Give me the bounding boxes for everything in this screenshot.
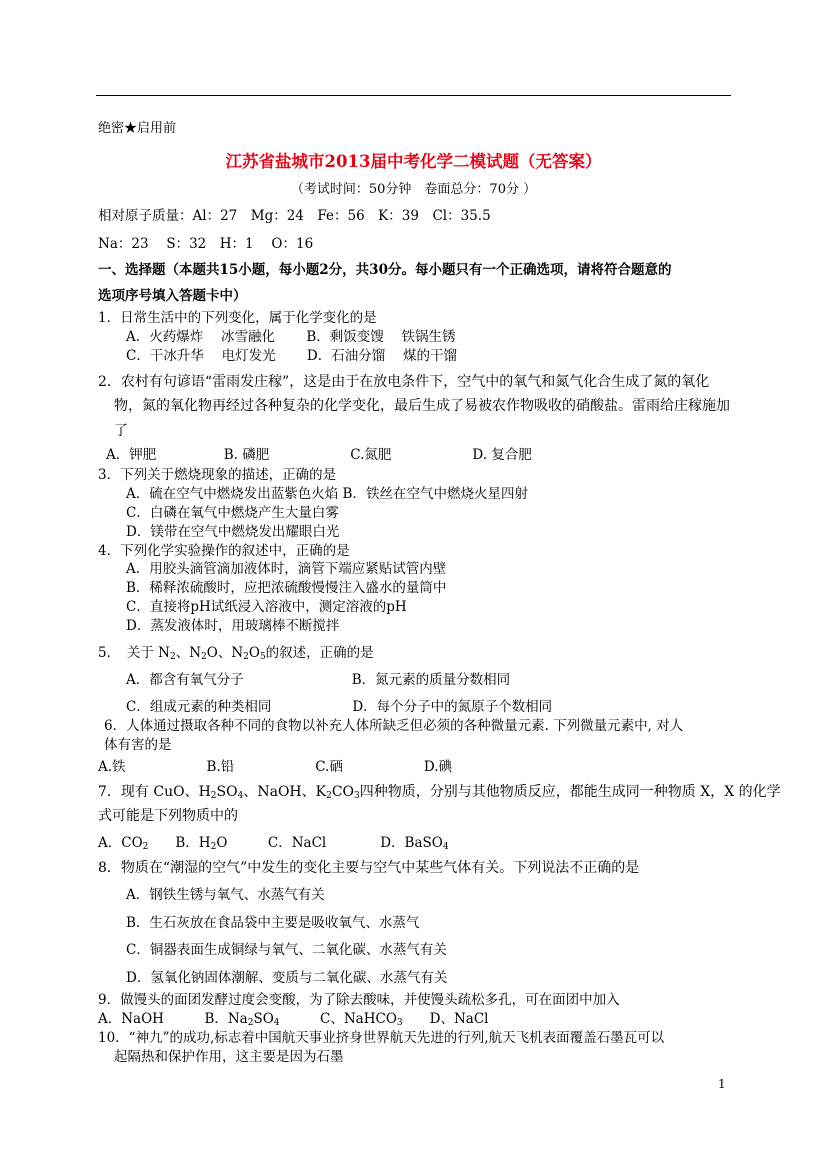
question-10-line-2: 起隔热和保护作用，这主要是因为石墨 (114, 1049, 344, 1065)
question-7-options: A．$CO_2$ B．$H_2O$ C．NaCl D．BaSO$_4$ (98, 835, 449, 852)
question-4-option-c: C．直接将pH试纸浸入溶液中，测定溶液的pH (126, 599, 407, 615)
question-10-line-1: 10．“神九”的成功,标志着中国航天事业挤身世界航天先进的行列,航天飞机表面覆盖石墨瓦可以 (98, 1030, 665, 1046)
question-6-line-2: 体有害的是 (104, 737, 172, 753)
page-number: 1 (718, 1077, 726, 1091)
question-8-stem: 8．物质在“潮湿的空气”中发生的变化主要与空气中某些气体有关。下列说法不正确的是 (98, 860, 640, 876)
confidential-label: 绝密★启用前 (98, 121, 177, 136)
question-2-options: A．钾肥 B. 磷肥 C.氮肥 D. 复合肥 (106, 447, 532, 463)
question-3-option-ab: A．硫在空气中燃烧发出蓝紫色火焰 B．铁丝在空气中燃烧火星四射 (126, 486, 528, 502)
question-5-options-cd: C．组成元素的种类相同 D．每个分子中的氮原子个数相同 (126, 699, 553, 715)
header-rule (96, 95, 731, 96)
section-heading-line-1: 一、选择题（本题共15小题，每小题2分，共30分。每小题只有一个正确选项，请将符合题意的 (98, 262, 672, 278)
page-title: 江苏省盐城市2013届中考化学二模试题（无答案） (225, 152, 602, 171)
atomic-mass-line-1: 相对原子质量：Al：27 Mg：24 Fe：56 K：39 Cl：35.5 (98, 208, 491, 224)
question-4-option-b: B．稀释浓硫酸时，应把浓硫酸慢慢注入盛水的量筒中 (126, 580, 447, 596)
question-9-options: A．NaOH B．$Na_2SO_4$ C、NaHCO$_3$ D、NaCl (98, 1011, 489, 1028)
question-5-options-ab: A．都含有氧气分子 B．氮元素的质量分数相同 (126, 672, 511, 688)
question-3-option-d: D．镁带在空气中燃烧发出耀眼白光 (126, 524, 340, 540)
section-heading-line-2: 选项序号填入答题卡中） (98, 288, 247, 304)
question-4-option-d: D．蒸发液体时，用玻璃棒不断搅拌 (126, 618, 340, 634)
question-3-option-c: C．白磷在氧气中燃烧产生大量白雾 (126, 505, 339, 521)
question-3-stem: 3．下列关于燃烧现象的描述，正确的是 (98, 467, 337, 483)
question-1-options-row-1: A．火药爆炸 冰雪融化 B．剩饭变馊 铁锅生锈 (126, 329, 456, 345)
question-2-line-3: 了 (114, 423, 128, 439)
question-1-stem: 1．日常生活中的下列变化，属于化学变化的是 (98, 310, 377, 326)
question-8-option-d: D．氢氧化钠固体潮解、变质与二氧化碳、水蒸气有关 (126, 970, 448, 986)
question-8-option-b: B．生石灰放在食品袋中主要是吸收氧气、水蒸气 (126, 915, 420, 931)
question-6-line-1: 6．人体通过摄取各种不同的食物以补充人体所缺乏但必须的各种微量元素. 下列微量元素中, 对人 (104, 718, 684, 734)
question-5-stem: 5． 关于 $N_2$、$N_2O$、$N_2O_5$的叙述，正确的是 (98, 645, 374, 662)
question-9-stem: 9．做馒头的面团发酵过度会变酸，为了除去酸味，并使馒头疏松多孔，可在面团中加入 (98, 992, 620, 1008)
question-1-options-row-2: C．干冰升华 电灯发光 D．石油分馏 煤的干馏 (126, 348, 458, 364)
atomic-mass-line-2: Na：23 S：32 H：1 O：16 (98, 236, 314, 252)
question-8-option-c: C．铜器表面生成铜绿与氧气、二氧化碳、水蒸气有关 (126, 942, 447, 958)
question-7-line-1: 7．现有 CuO、$H_2SO_4$、NaOH、$K_2CO_3$四种物质，分别与其他物质反应，都能生成同一种物质 X，X 的化学 (98, 784, 781, 801)
question-8-option-a: A．钢铁生锈与氧气、水蒸气有关 (126, 887, 325, 903)
question-2-line-2: 物，氮的氧化物再经过各种复杂的化学变化，最后生成了易被农作物吸收的硝酸盐。雷雨给庄稼施加 (114, 398, 730, 414)
question-7-line-2: 式可能是下列物质中的 (98, 808, 238, 824)
question-4-stem: 4．下列化学实验操作的叙述中，正确的是 (98, 543, 350, 559)
question-6-options: A.铁 B.铅 C.硒 D.碘 (98, 759, 453, 775)
exam-info: （考试时间：50分钟 卷面总分：70分 ） (290, 182, 537, 197)
question-4-option-a: A．用胶头滴管滴加液体时，滴管下端应紧贴试管内壁 (126, 561, 447, 577)
question-2-line-1: 2．农村有句谚语“雷雨发庄稼”，这是由于在放电条件下，空气中的氧气和氮气化合生成了氮的氧化 (98, 374, 710, 390)
